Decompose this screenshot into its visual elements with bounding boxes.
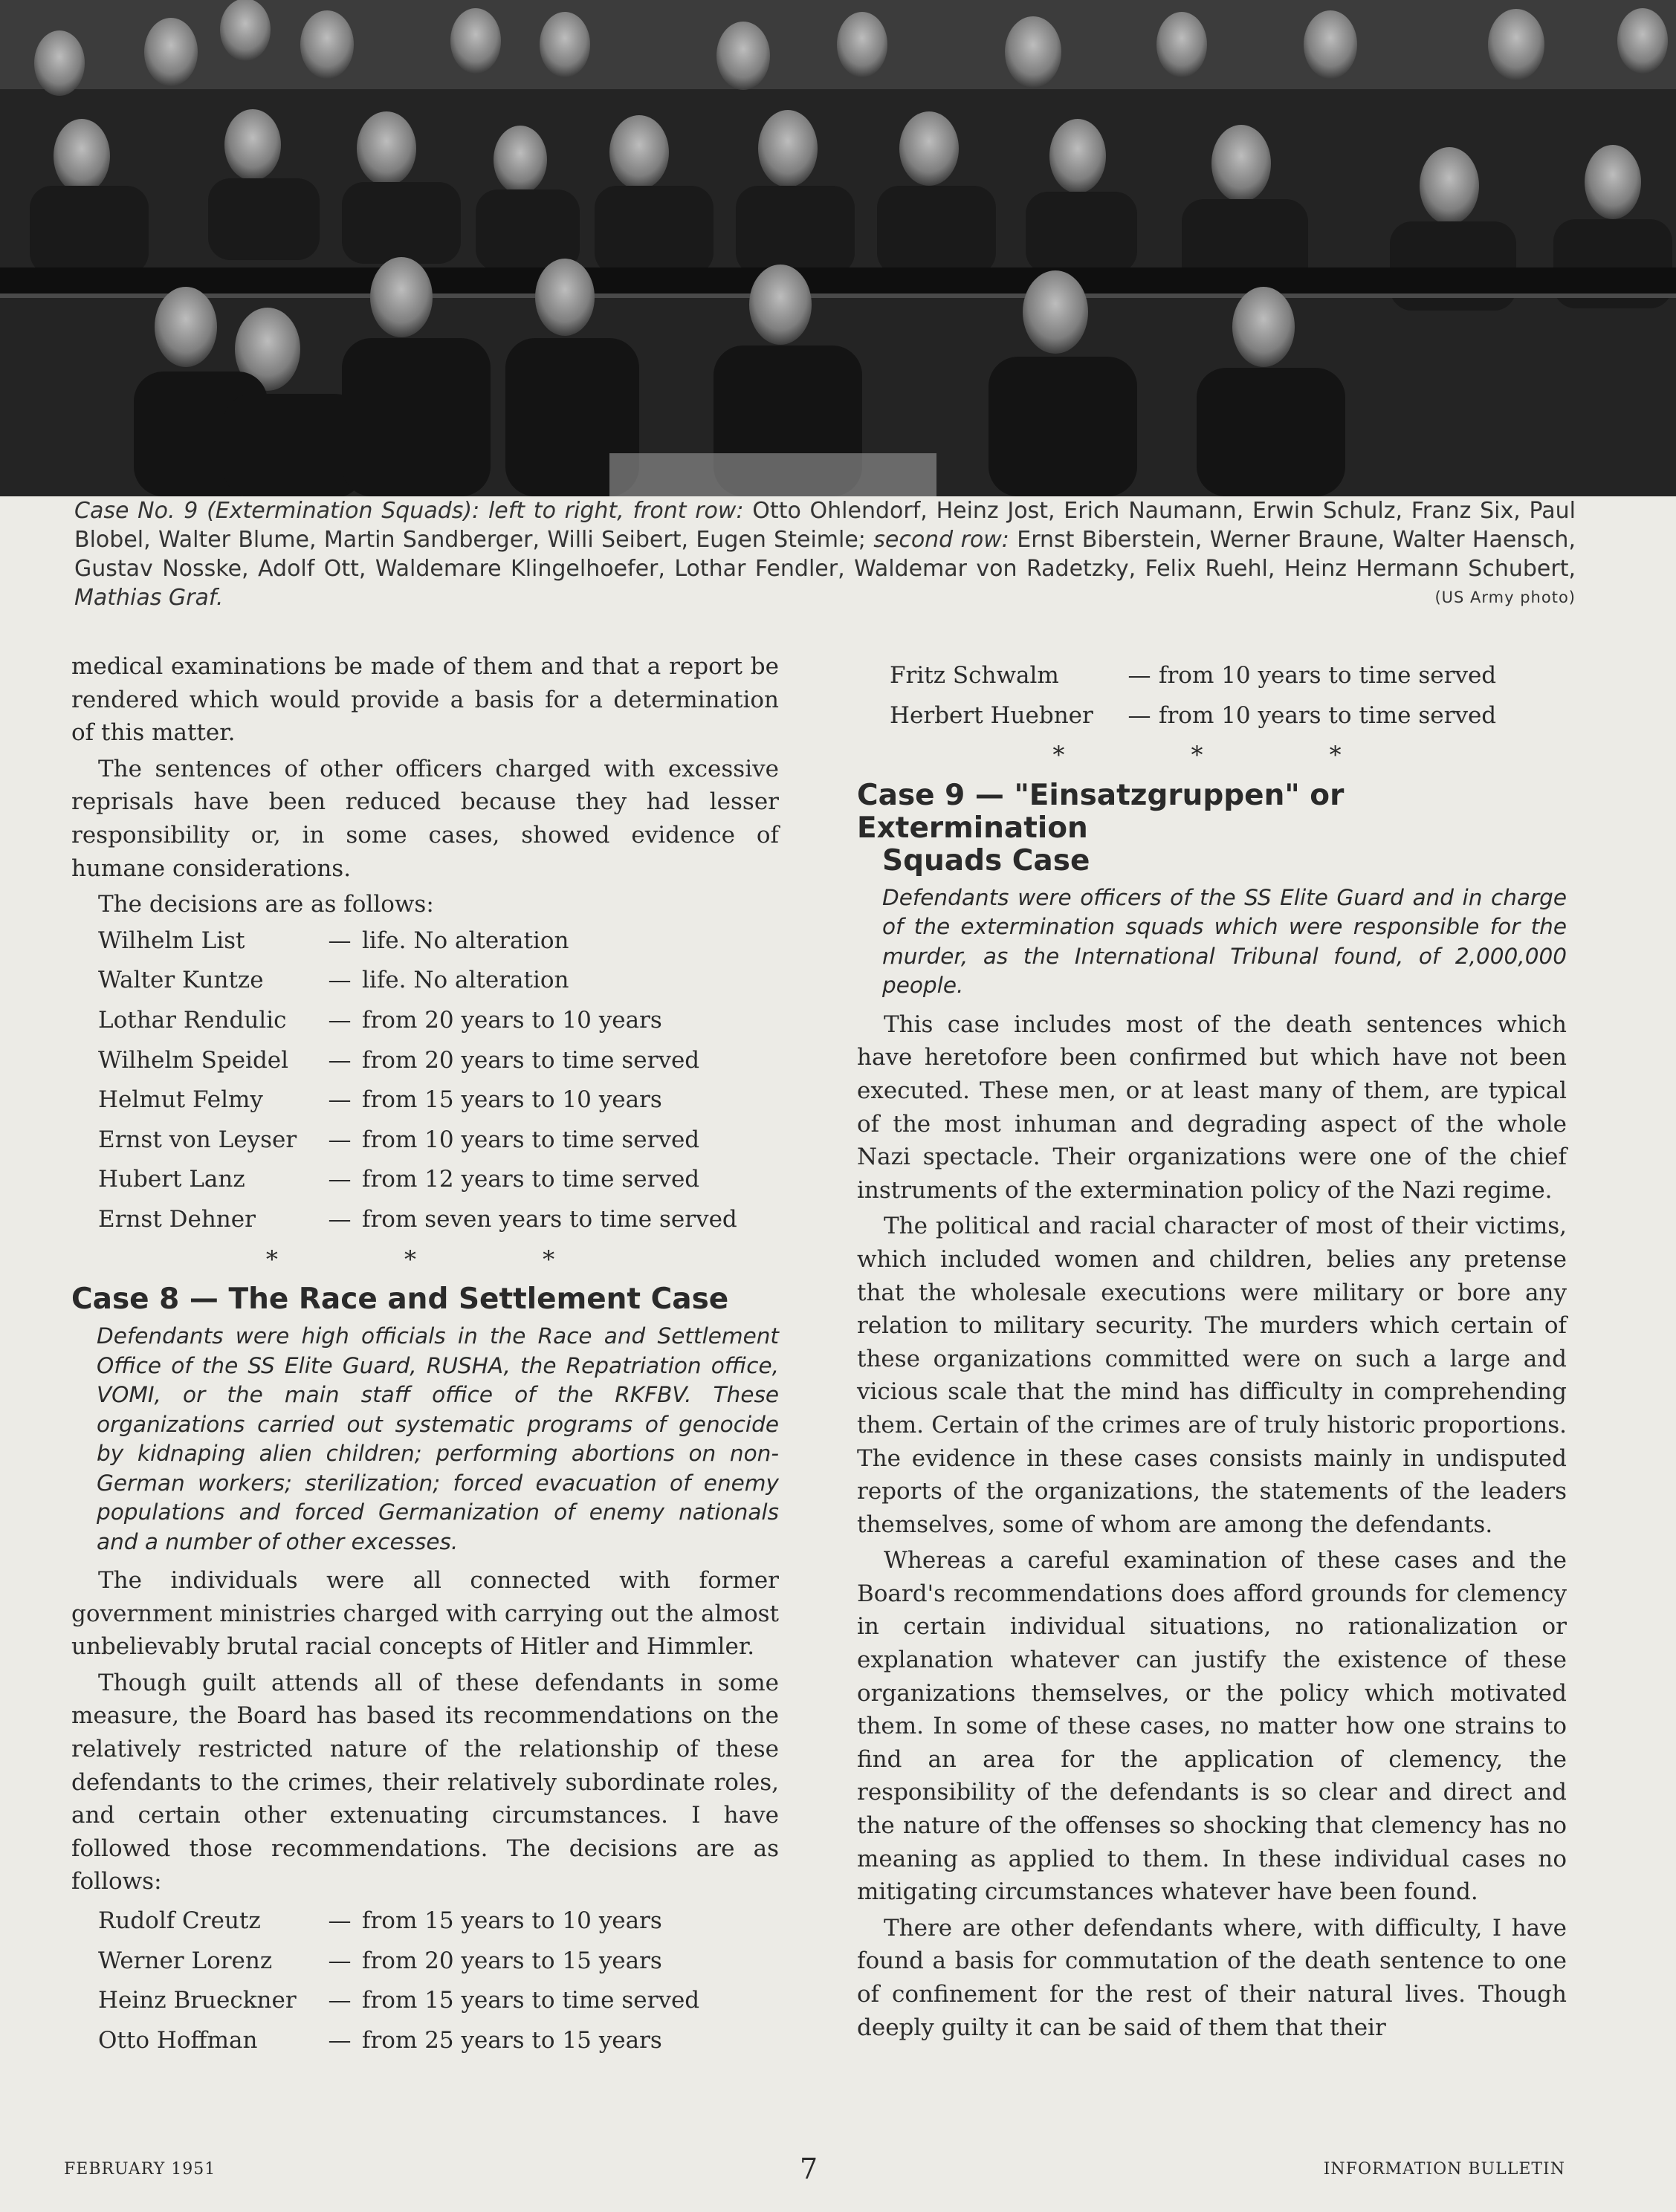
defendant-name: Helmut Felmy xyxy=(98,1086,263,1114)
sentence-row xyxy=(71,1984,779,2017)
decision: from 20 years to 10 years xyxy=(362,1006,662,1034)
decision: from seven years to time served xyxy=(362,1205,737,1233)
case-8-heading: Case 8 — The Race and Settlement Case xyxy=(71,1282,729,1317)
caption-lead: Case No. 9 (Extermination Squads): left to right, front row: xyxy=(74,498,744,524)
dash: — xyxy=(328,1947,352,1974)
sentence-list xyxy=(857,659,1567,732)
decision: life. No alteration xyxy=(362,967,569,994)
case-9-heading-line-1: Case 9 — "Einsatzgruppen" or Extermination xyxy=(857,778,1345,845)
paragraph: Though guilt attends all of these defendants in some measure, the Board has based its recommendations on the relatively restricted nature of the relationship of these defendants to the crimes, their relatively subordinate roles, and certain other extenuating circumstances. I have followed those recommendations. The decisions are as follows: xyxy=(71,1669,779,1895)
sentence-list xyxy=(71,1904,779,2057)
dash: — xyxy=(328,1086,352,1114)
page-footer xyxy=(64,2153,1565,2190)
defendant-name: Heinz Brueckner xyxy=(98,1987,297,2014)
dash: — xyxy=(328,1126,352,1153)
dash: — xyxy=(328,1046,352,1074)
case-9-heading xyxy=(857,779,1567,878)
sentence-row xyxy=(71,1163,779,1196)
decision: life. No alteration xyxy=(362,927,569,954)
dash: — xyxy=(328,967,352,994)
caption-second-row: Ernst Biberstein, Werner Braune, Walter Haensch, Gustav Nosske, Adolf Ott, Waldemare Klingelhoefer, Lothar Fendler, Waldemar von Radetzky, Felix Ruehl, Heinz Hermann Schubert, xyxy=(74,527,1576,582)
case-9-intro: Defendants were officers of the SS Elite Guard and in charge of the extermination squads which were responsible for the murder, as the International Tribunal found, of 2,000,000 people. xyxy=(882,884,1567,999)
caption-front-row: Otto Ohlendorf, Heinz Jost, Erich Naumann, Erwin Schulz, Franz Six, Paul Blobel, Walter Blume, Martin Sandberger, Willi Seibert, Eugen Steimle; xyxy=(74,498,1576,553)
caption-second-label: second row: xyxy=(873,527,1009,553)
defendant-name: Ernst von Leyser xyxy=(98,1126,297,1153)
dash: — xyxy=(328,1166,352,1193)
courtroom-photo xyxy=(0,0,1676,496)
defendant-name: Lothar Rendulic xyxy=(98,1006,287,1034)
defendant-name: Werner Lorenz xyxy=(98,1947,273,1974)
paragraph: The political and racial character of most of their victims, which included women and children, belies any pretense that the wholesale executions were military or bore any relation to military security. The murders which certain of these organizations committed were on such a large and vicious scale that the mind has difficulty in comprehending them. Certain of the crimes are of truly historic proportions. The evidence in these cases consists mainly in undisputed reports of the organizations, the statements of the leaders themselves, some of whom are among the defendants. xyxy=(857,1213,1567,1538)
defendant-name: Walter Kuntze xyxy=(98,967,264,994)
sentence-list xyxy=(71,924,779,1236)
defendant-name: Wilhelm List xyxy=(98,927,245,954)
dash: — xyxy=(328,1987,352,2014)
section-separator: * * * xyxy=(265,1245,615,1274)
right-column xyxy=(857,659,1567,2047)
sentence-row xyxy=(71,964,779,997)
caption-last-name: Mathias Graf. xyxy=(74,585,224,611)
sentence-row xyxy=(71,1904,779,1938)
defendant-name: Wilhelm Speidel xyxy=(98,1046,289,1074)
sentence-row xyxy=(71,1044,779,1077)
photo-illustration xyxy=(0,0,1676,496)
sentence-row xyxy=(857,659,1567,693)
defendant-name: Otto Hoffman xyxy=(98,2026,258,2054)
dash: — xyxy=(328,927,352,954)
sentence-row xyxy=(71,1945,779,1978)
decision: from 20 years to 15 years xyxy=(362,1947,662,1974)
paragraph: There are other defendants where, with difficulty, I have found a basis for commutation of the death sentence to one of confinement for the rest of their natural lives. Though deeply guilty it can be said of them that their xyxy=(857,1914,1567,2041)
sentence-row xyxy=(857,699,1567,733)
paragraph: The sentences of other officers charged with excessive reprisals have been reduced because they had lesser responsibility or, in some cases, showed evidence of humane considerations. xyxy=(71,755,779,882)
sentence-row xyxy=(71,1203,779,1236)
case-9-heading-line-2: Squads Case xyxy=(882,843,1090,878)
page-number: 7 xyxy=(800,2153,819,2185)
sentence-row xyxy=(71,924,779,958)
paragraph: This case includes most of the death sentences which have heretofore been confirmed but which have not been executed. These men, or at least many of them, are typical of the most inhuman and degrading aspect of the whole Nazi spectacle. Their organizations were one of the chief instruments of the extermination policy of the Nazi regime. xyxy=(857,1011,1567,1204)
dash: — xyxy=(328,2026,352,2054)
photo-caption xyxy=(74,496,1576,612)
defendant-name: Herbert Huebner xyxy=(890,701,1093,729)
paragraph: medical examinations be made of them and that a report be rendered which would provide a basis for a determination of this matter. xyxy=(71,653,779,747)
dash: — xyxy=(1127,662,1151,689)
decision: from 20 years to time served xyxy=(362,1046,700,1074)
decision: from 15 years to 10 years xyxy=(362,1907,662,1935)
decision: from 12 years to time served xyxy=(362,1166,700,1193)
sentence-row xyxy=(71,1083,779,1117)
sentence-row xyxy=(71,1123,779,1157)
footer-date: FEBRUARY 1951 xyxy=(64,2160,216,2179)
dash: — xyxy=(328,1907,352,1935)
section-separator: * * * xyxy=(1052,741,1401,770)
decision: from 15 years to 10 years xyxy=(362,1086,662,1114)
defendant-name: Hubert Lanz xyxy=(98,1166,245,1193)
dash: — xyxy=(328,1006,352,1034)
paragraph: Whereas a careful examination of these cases and the Board's recommendations does afford grounds for clemency in certain individual situations, no rationalization or explanation whatever can justify the existence of these organizations themselves, or the policy which motivated them. In some of these cases, no matter how one strains to find an area for the application of clemency, the responsibility of the defendants is so clear and direct and the nature of the offenses so shocking that clemency has no meaning as applied to them. In these individual cases no mitigating circumstances whatever have been found. xyxy=(857,1547,1567,1906)
decision: from 15 years to time served xyxy=(362,1987,700,2014)
defendant-name: Rudolf Creutz xyxy=(98,1907,261,1935)
decision: from 10 years to time served xyxy=(362,1126,700,1153)
sentence-row xyxy=(71,1004,779,1037)
paragraph: The decisions are as follows: xyxy=(98,891,434,918)
defendant-name: Fritz Schwalm xyxy=(890,662,1059,689)
sentence-row xyxy=(71,2024,779,2057)
dash: — xyxy=(328,1205,352,1233)
decision: from 10 years to time served xyxy=(1159,662,1497,689)
defendant-name: Ernst Dehner xyxy=(98,1205,256,1233)
decision: from 25 years to 15 years xyxy=(362,2026,662,2054)
publication-name: INFORMATION BULLETIN xyxy=(1323,2160,1565,2179)
photo-credit: (US Army photo) xyxy=(1434,588,1576,606)
decision: from 10 years to time served xyxy=(1159,701,1497,729)
left-column xyxy=(71,650,779,2063)
dash: — xyxy=(1127,701,1151,729)
paragraph: The individuals were all connected with former government ministries charged with carrying out the almost unbelievably brutal racial concepts of Hitler and Himmler. xyxy=(71,1567,779,1661)
case-8-intro: Defendants were high officials in the Race and Settlement Office of the SS Elite Guard, RUSHA, the Repatriation office, VOMI, or the main staff office of the RKFBV. These organizations carried out systematic programs of genocide by kidnaping alien children; performing abortions on non-German workers; sterilization; forced evacuation of enemy populations and forced Germanization of enemy nationals and a number of other excesses. xyxy=(97,1323,779,1554)
